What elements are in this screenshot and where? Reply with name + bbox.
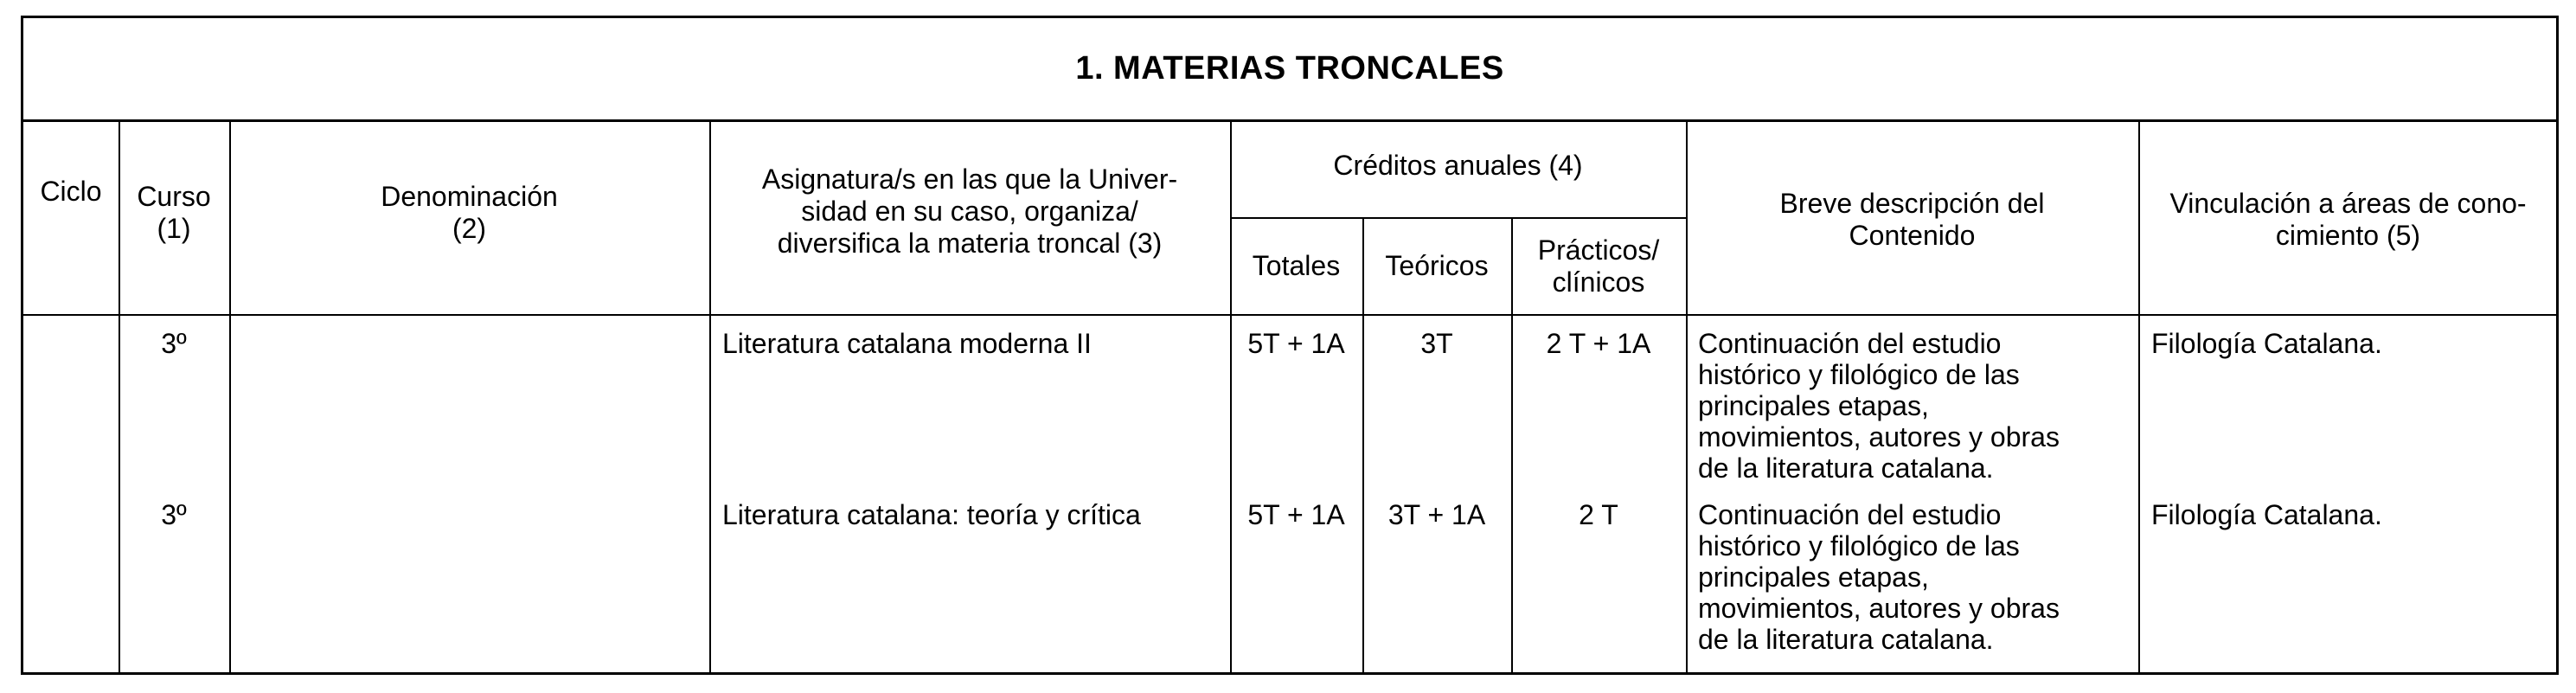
row-descripcion-line: movimientos, autores y obras xyxy=(1698,421,2060,452)
header-creditos: Créditos anuales (4) xyxy=(1333,150,1583,181)
row-practicos: 2 T xyxy=(1579,499,1618,530)
row-descripcion-line: principales etapas, xyxy=(1698,561,1929,593)
column-divider xyxy=(1362,217,1364,674)
header-breve-line2: Contenido xyxy=(1849,220,1976,251)
header-teoricos: Teóricos xyxy=(1385,250,1489,281)
column-divider xyxy=(1230,120,1232,674)
header-practicos-line2: clínicos xyxy=(1552,266,1645,298)
header-asignatura-line3: diversifica la materia troncal (3) xyxy=(777,228,1163,259)
header-vinculacion xyxy=(2138,188,2558,252)
row-curso: 3º xyxy=(161,328,187,359)
header-bottom-divider xyxy=(23,314,2558,316)
header-denominacion xyxy=(229,181,709,245)
materias-troncales-table xyxy=(21,16,2559,675)
row-asignatura: Literatura catalana: teoría y crítica xyxy=(722,499,1141,530)
creditos-subheader-divider xyxy=(1230,217,1686,219)
header-practicos-line1: Prácticos/ xyxy=(1537,234,1660,266)
row-descripcion xyxy=(1698,499,2131,655)
row-descripcion-line: movimientos, autores y obras xyxy=(1698,593,2060,624)
header-totales: Totales xyxy=(1252,250,1341,281)
row-descripcion-line: Continuación del estudio xyxy=(1698,328,2002,359)
header-denominacion-note: (2) xyxy=(452,213,487,244)
row-descripcion-line: histórico y filológico de las xyxy=(1698,530,2020,561)
row-descripcion-line: Continuación del estudio xyxy=(1698,499,2002,530)
header-asignatura xyxy=(709,164,1230,260)
row-vinculacion: Filología Catalana. xyxy=(2151,328,2382,359)
row-totales: 5T + 1A xyxy=(1247,499,1345,530)
header-curso-label: Curso xyxy=(137,181,211,212)
row-descripcion-line: principales etapas, xyxy=(1698,390,1929,421)
row-descripcion-line: de la literatura catalana. xyxy=(1698,624,1994,655)
header-asignatura-line2: sidad en su caso, organiza/ xyxy=(801,196,1138,227)
header-ciclo: Ciclo xyxy=(40,176,102,207)
header-breve-line1: Breve descripción del xyxy=(1779,188,2045,219)
row-descripcion-line: histórico y filológico de las xyxy=(1698,359,2020,390)
table-title: 1. MATERIAS TRONCALES xyxy=(1075,50,1504,87)
table-title-band xyxy=(23,18,2556,122)
row-practicos: 2 T + 1A xyxy=(1546,328,1651,359)
header-denominacion-label: Denominación xyxy=(381,181,558,212)
header-curso xyxy=(119,181,229,245)
row-teoricos: 3T + 1A xyxy=(1387,499,1486,530)
header-breve-descripcion xyxy=(1686,188,2138,252)
row-vinculacion: Filología Catalana. xyxy=(2151,499,2382,530)
header-vinculacion-line2: cimiento (5) xyxy=(2275,220,2421,251)
row-asignatura: Literatura catalana moderna II xyxy=(722,328,1092,359)
row-totales: 5T + 1A xyxy=(1247,328,1345,359)
row-descripcion-line: de la literatura catalana. xyxy=(1698,452,1994,484)
row-teoricos: 3T xyxy=(1420,328,1453,359)
header-vinculacion-line1: Vinculación a áreas de cono- xyxy=(2169,188,2527,219)
row-descripcion xyxy=(1698,328,2131,484)
row-curso: 3º xyxy=(161,499,187,530)
header-practicos xyxy=(1511,234,1686,298)
header-asignatura-line1: Asignatura/s en las que la Univer- xyxy=(761,164,1178,195)
header-curso-note: (1) xyxy=(157,213,191,244)
